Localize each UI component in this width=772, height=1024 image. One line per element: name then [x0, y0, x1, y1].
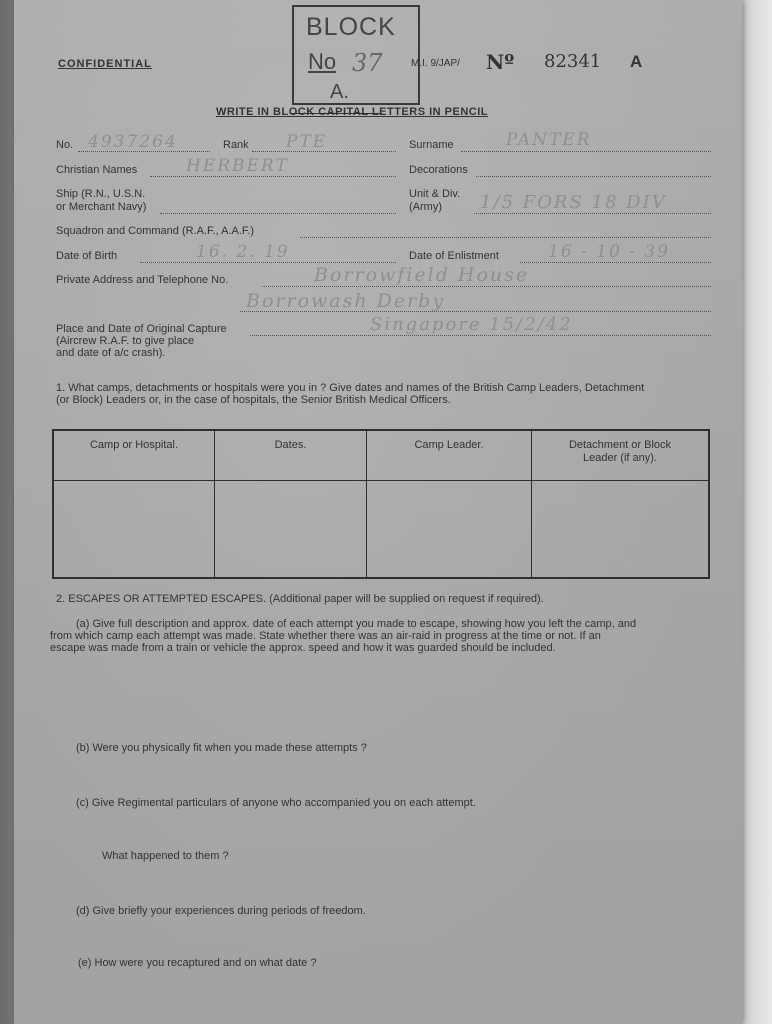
no-label: No. — [56, 139, 74, 151]
capture-value: Singapore 15/2/42 — [370, 314, 573, 335]
form-code: M.I. 9/JAP/ — [411, 58, 460, 69]
header-dates: Dates. — [215, 430, 367, 481]
number-symbol: Nº — [486, 50, 515, 74]
decorations-label: Decorations — [409, 164, 468, 176]
christian-names-value: HERBERT — [186, 156, 289, 176]
table-row — [53, 481, 709, 579]
question-1 — [56, 382, 644, 406]
strike-through — [290, 113, 382, 114]
instruction-heading: WRITE IN BLOCK CAPITAL LETTERS IN PENCIL — [216, 106, 488, 118]
question-2-title: 2. ESCAPES OR ATTEMPTED ESCAPES. (Additional paper will be supplied on request if required). — [56, 593, 544, 605]
date-of-birth-label: Date of Birth — [56, 250, 118, 262]
camps-table — [52, 429, 710, 579]
question-2c-sub: What happened to them ? — [102, 850, 229, 862]
capture-label-line1: Place and Date of Original Capture — [56, 323, 227, 335]
header-camp-leader: Camp Leader. — [367, 430, 532, 481]
question-2d: (d) Give briefly your experiences during periods of freedom. — [76, 905, 366, 917]
date-of-enlistment-value: 16 - 10 - 39 — [548, 242, 670, 262]
block-stamp — [292, 5, 420, 105]
header-detachment-leader: Detachment or Block Leader (if any). — [532, 430, 710, 481]
series-letter: A — [630, 52, 643, 71]
table-cell — [53, 481, 215, 579]
question-1-line2: (or Block) Leaders or, in the case of hospitals, the Senior British Medical Officers. — [56, 394, 451, 406]
table-cell — [215, 481, 367, 579]
stamp-no-label: No — [308, 49, 337, 74]
stamp-no-value: 37 — [352, 49, 383, 77]
christian-names-label: Christian Names — [56, 164, 138, 176]
no-value: 4937264 — [88, 132, 178, 152]
address-value-2: Borrowash Derby — [246, 290, 446, 312]
date-of-enlistment-line — [520, 262, 711, 263]
capture-label-line2: (Aircrew R.A.F. to give place — [56, 335, 195, 347]
serial-number: 82341 — [544, 51, 602, 72]
unit-label-line2: (Army) — [409, 201, 442, 213]
header-camp-or-hospital: Camp or Hospital. — [53, 430, 215, 481]
unit-line — [474, 213, 711, 214]
squadron-label: Squadron and Command (R.A.F., A.A.F.) — [56, 225, 255, 237]
address-label: Private Address and Telephone No. — [56, 274, 229, 286]
squadron-line — [300, 237, 711, 238]
rank-label: Rank — [223, 139, 249, 151]
christian-names-line — [150, 176, 396, 177]
surname-value: PANTER — [506, 130, 592, 150]
question-2b: (b) Were you physically fit when you made these attempts ? — [76, 742, 367, 754]
question-2a-line2: from which camp each attempt was made. State whether there was an air-raid in progress at the time or not. If an — [50, 630, 601, 642]
stamp-letter: A. — [330, 81, 349, 103]
address-line-1 — [262, 286, 711, 287]
table-cell — [532, 481, 710, 579]
capture-label-line3: and date of a/c crash). — [56, 347, 166, 359]
date-of-enlistment-label: Date of Enlistment — [409, 250, 499, 262]
question-2e: (e) How were you recaptured and on what date ? — [78, 957, 317, 969]
rank-value: PTE — [286, 132, 328, 152]
capture-line — [250, 335, 711, 336]
question-2a-line1: (a) Give full description and approx. date of each attempt you made to escape, showing how you left the camp, and — [76, 618, 637, 630]
ship-label-line1: Ship (R.N., U.S.N. — [56, 188, 146, 200]
question-1-line1: 1. What camps, detachments or hospitals were you in ? Give dates and names of the British Camp Leaders, Detachment — [56, 382, 645, 394]
unit-label — [409, 188, 460, 214]
question-2a-line3: escape was made from a train or vehicle the approx. speed and how it was guarded should be included. — [50, 642, 556, 654]
ship-line — [160, 213, 396, 214]
date-of-birth-value: 16. 2. 19 — [196, 242, 290, 262]
question-2c: (c) Give Regimental particulars of anyone who accompanied you on each attempt. — [76, 797, 476, 809]
capture-label — [56, 323, 227, 359]
ship-label-line2: or Merchant Navy) — [56, 201, 147, 213]
ship-label — [56, 188, 146, 214]
date-of-birth-line — [140, 262, 396, 263]
unit-label-line1: Unit & Div. — [409, 188, 461, 200]
question-2a — [50, 618, 712, 654]
table-cell — [367, 481, 532, 579]
form-page — [14, 0, 742, 1024]
address-value-1: Borrowfield House — [314, 264, 530, 286]
surname-line — [461, 151, 711, 152]
surname-label: Surname — [409, 139, 454, 151]
confidential-label: CONFIDENTIAL — [58, 58, 152, 70]
decorations-line — [476, 176, 711, 177]
stamp-block-text: BLOCK — [306, 13, 396, 41]
table-header-row — [53, 430, 709, 481]
unit-value: 1/5 FORS 18 DIV — [480, 192, 667, 213]
